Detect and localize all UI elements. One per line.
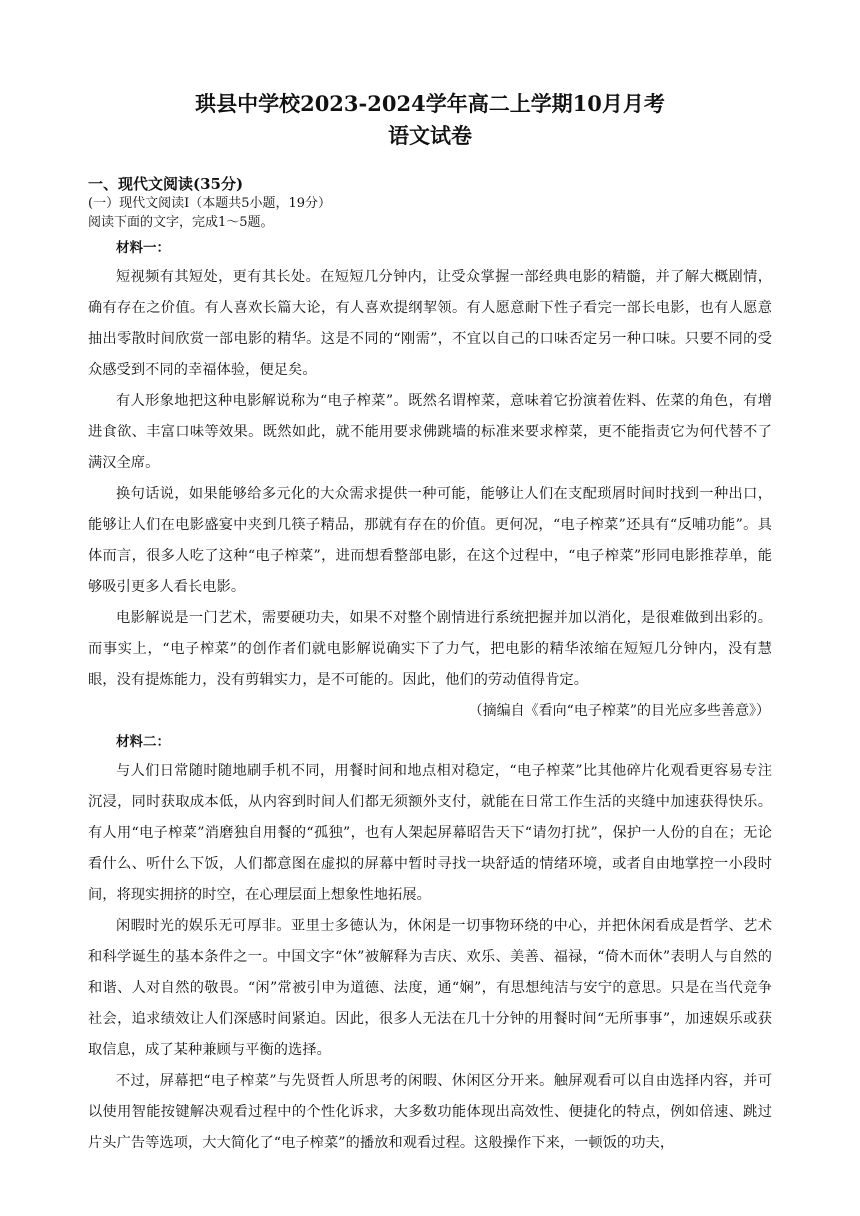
material-one-label: 材料一： <box>116 240 170 256</box>
material-one-paragraph: 有人形象地把这种电影解说称为“电子榨菜”。既然名谓榨菜，意味着它扮演着佐料、佐菜的角色，有增进食欲、丰富口味等效果。既然如此，就不能用要求佛跳墙的标准来要求榨菜，更不能指责它为何代替不了满汉全席。 <box>88 393 772 471</box>
exam-subtitle: 语文试卷 <box>388 123 472 148</box>
material-one-paragraph: 电影解说是一门艺术，需要硬功夫，如果不对整个剧情进行系统把握并加以消化，是很难做到出彩的。而事实上，“电子榨菜”的创作者们就电影解说确实下了力气，把电影的精华浓缩在短短几分钟内，没有慧眼，没有提炼能力，没有剪辑实力，是不可能的。因此，他们的劳动值得肯定。 <box>88 610 772 688</box>
material-one-paragraph: 短视频有其短处，更有其长处。在短短几分钟内，让受众掌握一部经典电影的精髓，并了解大概剧情，确有存在之价值。有人喜欢长篇大论，有人喜欢提纲挈领。有人愿意耐下性子看完一部长电影，也有人愿意抽出零散时间欣赏一部电影的精华。这是不同的“刚需”，不宜以自己的口味否定另一种口味。只要不同的受众感受到不同的幸福体验，便足矣。 <box>88 269 772 378</box>
material-two-paragraph: 不过，屏幕把“电子榨菜”与先贤哲人所思考的闲暇、休闲区分开来。触屏观看可以自由选择内容，并可以使用智能按键解决观看过程中的个性化诉求，大多数功能体现出高效性、便捷化的特点，例如倍速、跳过片头广告等选项，大大简化了“电子榨菜”的播放和观看过程。这般操作下来，一顿饭的功夫， <box>88 1073 772 1151</box>
reading-instruction: 阅读下面的文字，完成1～5题。 <box>88 215 274 230</box>
material-one-source: （摘编自《看向“电子榨菜”的目光应多些善意》） <box>468 703 770 719</box>
material-one-paragraph: 换句话说，如果能够给多元化的大众需求提供一种可能，能够让人们在支配琐屑时间时找到一种出口，能够让人们在电影盛宴中夹到几筷子精品，那就有存在的价值。更何况，“电子榨菜”还具有“反哺功能”。具体而言，很多人吃了这种“电子榨菜”，进而想看整部电影，在这个过程中，“电子榨菜”形同电影推荐单，能够吸引更多人看长电影。 <box>88 486 772 595</box>
exam-title: 珙县中学校2023-2024学年高二上学期10月月考 <box>195 91 665 116</box>
material-two-paragraph: 闲暇时光的娱乐无可厚非。亚里士多德认为，休闲是一切事物环绕的中心，并把休闲看成是哲学、艺术和科学诞生的基本条件之一。中国文字“休”被解释为吉庆、欢乐、美善、福禄，“倚木而休”表明人与自然的和谐、人对自然的敬畏。“闲”常被引申为道德、法度，通“娴”，有思想纯洁与安宁的意思。只是在当代竞争社会，追求绩效让人们深感时间紧迫。因此，很多人无法在几十分钟的用餐时间“无所事事”，加速娱乐或获取信息，成了某种兼顾与平衡的选择。 <box>88 918 772 1058</box>
section-heading: 一、现代文阅读(35分) <box>88 175 244 193</box>
material-two-paragraph: 与人们日常随时随地刷手机不同，用餐时间和地点相对稳定，“电子榨菜”比其他碎片化观看更容易专注沉浸，同时获取成本低，从内容到时间人们都无须额外支付，就能在日常工作生活的夹缝中加速获得快乐。有人用“电子榨菜”消磨独自用餐的“孤独”，也有人架起屏幕昭告天下“请勿打扰”，保护一人份的自在；无论看什么、听什么下饭，人们都意图在虚拟的屏幕中暂时寻找一块舒适的情绪环境，或者自由地掌控一小段时间，将现实拥挤的时空，在心理层面上想象性地拓展。 <box>88 763 772 903</box>
subsection-heading: (一）现代文阅读Ⅰ（本题共5小题，19分） <box>88 196 332 211</box>
material-two-label: 材料二： <box>116 734 170 750</box>
exam-page <box>88 88 772 1159</box>
